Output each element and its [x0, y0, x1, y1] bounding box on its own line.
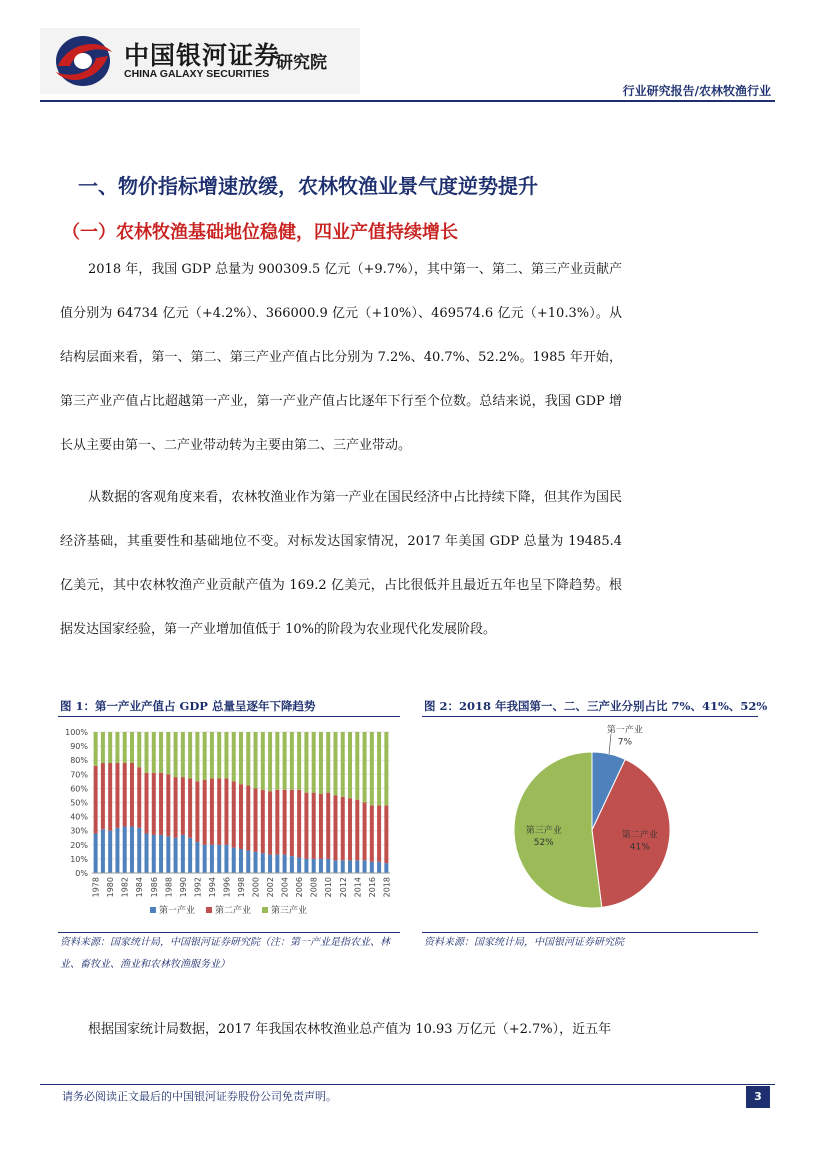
bar-segment [283, 732, 287, 790]
bar-segment [275, 855, 279, 873]
x-tick-label: 1984 [135, 877, 145, 898]
bar-segment [239, 849, 243, 873]
bar-segment [159, 835, 163, 873]
x-tick-label: 2008 [309, 877, 319, 898]
bar-segment [195, 781, 199, 842]
bar-segment [130, 826, 134, 873]
bar-segment [304, 859, 308, 873]
figure1-caption: 图 1：第一产业产值占 GDP 总量呈逐年下降趋势 [60, 699, 316, 713]
bar-segment [333, 860, 337, 873]
bar-segment [210, 779, 214, 845]
slice-value-label: 7% [617, 737, 633, 748]
y-tick-label: 20% [70, 840, 88, 850]
bar-segment [246, 850, 250, 873]
bar-segment [224, 732, 228, 779]
x-tick-label: 2004 [280, 877, 290, 898]
x-tick-label: 2002 [266, 877, 276, 898]
bar-segment [319, 859, 323, 873]
bar-segment [319, 794, 323, 859]
x-tick-label: 1994 [207, 877, 217, 898]
bar-segment [363, 732, 367, 803]
x-tick-label: 1992 [193, 877, 203, 898]
bar-segment [137, 828, 141, 873]
bar-segment [232, 781, 236, 847]
bar-segment [333, 795, 337, 860]
bar-segment [145, 834, 149, 873]
bar-segment [181, 777, 185, 835]
bar-segment [268, 791, 272, 854]
report-category: 行业研究报告/农林牧渔行业 [622, 84, 771, 98]
x-tick-label: 1986 [149, 877, 159, 898]
slice-name-label: 第三产业 [525, 826, 562, 837]
bar-segment [159, 732, 163, 773]
bar-segment [348, 860, 352, 873]
x-tick-label: 1988 [164, 877, 174, 898]
bar-segment [297, 857, 301, 873]
x-tick-label: 2018 [382, 877, 392, 898]
x-tick-label: 2014 [353, 877, 363, 898]
y-tick-label: 0% [75, 869, 88, 878]
page-number: 3 [746, 1086, 770, 1108]
bar-segment [377, 805, 381, 861]
y-tick-label: 90% [70, 742, 88, 752]
bar-segment [297, 790, 301, 858]
bar-segment [188, 732, 192, 779]
bar-segment [94, 834, 98, 873]
y-tick-label: 10% [70, 854, 88, 864]
stacked-bar-chart [58, 720, 400, 930]
bar-segment [341, 860, 345, 873]
bar-segment [159, 773, 163, 835]
bar-segment [348, 798, 352, 860]
bar-segment [333, 732, 337, 795]
bar-segment [283, 855, 287, 873]
bar-segment [312, 732, 316, 793]
y-tick-label: 40% [70, 812, 88, 822]
y-tick-label: 60% [70, 784, 88, 794]
bar-segment [174, 777, 178, 838]
bar-segment [239, 732, 243, 784]
disclaimer-note: 请务必阅读正文最后的中国银河证券股份公司免责声明。 [62, 1090, 337, 1103]
y-tick-label: 80% [70, 756, 88, 766]
x-tick-label: 2012 [338, 877, 348, 898]
figure1-top-rule [58, 716, 400, 717]
bar-segment [290, 732, 294, 790]
bar-segment [246, 732, 250, 786]
bar-segment [210, 845, 214, 873]
bar-segment [210, 732, 214, 779]
bar-segment [370, 805, 374, 861]
legend-label: 第一产业 [159, 906, 196, 916]
legend-swatch [206, 907, 212, 913]
bar-segment [101, 829, 105, 873]
bar-segment [94, 766, 98, 834]
x-tick-label: 1990 [178, 877, 188, 898]
slice-value-label: 41% [629, 842, 650, 853]
header-divider [40, 100, 775, 102]
x-tick-label: 1978 [91, 877, 101, 898]
bar-segment [232, 848, 236, 873]
bar-segment [152, 773, 156, 835]
bar-segment [145, 732, 149, 773]
x-tick-label: 2016 [367, 877, 377, 898]
figure2-source: 资料来源：国家统计局，中国银河证券研究院 [424, 937, 624, 948]
bar-segment [261, 853, 265, 873]
bar-segment [101, 763, 105, 829]
x-tick-label: 2006 [295, 877, 305, 898]
bar-segment [384, 732, 388, 805]
bar-segment [341, 732, 345, 797]
bar-segment [377, 862, 381, 873]
bar-segment [348, 732, 352, 798]
slice-value-label: 52% [533, 838, 554, 849]
bar-segment [290, 790, 294, 856]
paragraph-output-value: 根据国家统计局数据，2017 年我国农林牧渔业总产值为 10.93 万亿元（+2.7%），近五年 [88, 1022, 612, 1037]
logo-chinese-name: 中国银河证券 [124, 41, 281, 70]
bar-segment [355, 800, 359, 861]
bar-segment [108, 831, 112, 873]
figure1-source: 资料来源：国家统计局，中国银河证券研究院（注：第一产业是指农业、林业、畜牧业、渔业和农林牧渔服务业） [60, 937, 390, 970]
bar-segment [137, 767, 141, 828]
footer-divider [40, 1084, 775, 1085]
bar-segment [166, 774, 170, 836]
section-heading: 一、物价指标增速放缓，农林牧渔业景气度逆势提升 [78, 174, 538, 198]
bar-segment [363, 803, 367, 861]
logo-institute: 研究院 [276, 53, 327, 73]
bar-segment [326, 793, 330, 859]
bar-segment [304, 793, 308, 859]
bar-segment [246, 786, 250, 851]
slice-name-label: 第一产业 [606, 725, 643, 736]
x-tick-label: 1982 [120, 877, 130, 898]
legend-swatch [262, 907, 268, 913]
bar-segment [108, 732, 112, 763]
bar-segment [304, 732, 308, 793]
y-tick-label: 70% [70, 770, 88, 780]
bar-segment [203, 780, 207, 845]
label-leader-line [609, 734, 611, 754]
bar-segment [94, 732, 98, 766]
y-tick-label: 50% [70, 798, 88, 808]
bar-segment [297, 732, 301, 790]
bar-segment [268, 855, 272, 873]
figure2-caption: 图 2：2018 年我国第一、二、三产业分别占比 7%、41%、52% [424, 699, 768, 713]
bar-segment [123, 826, 127, 873]
bar-segment [130, 732, 134, 763]
legend-label: 第三产业 [271, 906, 308, 916]
y-tick-label: 100% [65, 728, 88, 737]
paragraph-gdp: 2018 年，我国 GDP 总量为 900309.5 亿元（+9.7%），其中第一、第二、第三产业贡献产值分别为 64734 亿元（+4.2%）、366000.9 亿元（+10%）、469574.6 亿元（+10.3%）。从结构层面来看，第一、第二、第三产业产值占比分别为 7.2%、40.7%、52.2%。1985 年开始，第三产业产值占比超越第一产业，第一产业产值占比逐年下行至个位数。总结来说，我国 GDP 增长从主要由第一、二产业带动转为主要由第二、三产业带动。 [60, 262, 622, 453]
bar-segment [101, 732, 105, 763]
bar-segment [232, 732, 236, 781]
bar-segment [268, 732, 272, 791]
x-tick-label: 1980 [106, 877, 116, 898]
bar-segment [137, 732, 141, 767]
bar-segment [261, 790, 265, 853]
bar-segment [145, 773, 149, 834]
bar-segment [203, 845, 207, 873]
bar-segment [217, 845, 221, 873]
x-tick-label: 1998 [237, 877, 246, 898]
bar-segment [217, 732, 221, 779]
bar-segment [312, 793, 316, 859]
bar-segment [384, 805, 388, 863]
y-tick-label: 30% [70, 826, 88, 836]
bar-segment [195, 732, 199, 781]
bar-segment [130, 763, 134, 826]
bar-segment [108, 763, 112, 831]
bar-segment [363, 860, 367, 873]
legend-swatch [150, 907, 156, 913]
bar-segment [166, 732, 170, 774]
bar-segment [275, 732, 279, 790]
slice-name-label: 第二产业 [621, 830, 658, 841]
bar-segment [370, 732, 374, 805]
bar-segment [370, 862, 374, 873]
bar-segment [152, 835, 156, 873]
bar-segment [326, 859, 330, 873]
x-tick-label: 1996 [222, 877, 232, 898]
bar-segment [115, 732, 119, 763]
bar-segment [384, 863, 388, 873]
bar-segment [123, 763, 127, 826]
legend-label: 第二产业 [215, 906, 252, 916]
bar-segment [290, 856, 294, 873]
bar-segment [195, 842, 199, 873]
paragraph-primary-industry: 从数据的客观角度来看，农林牧渔业作为第一产业在国民经济中占比持续下降，但其作为国民经济基础，其重要性和基础地位不变。对标发达国家情况，2017 年美国 GDP 总量为 19485.4 亿美元，其中农林牧渔产业贡献产值为 169.2 亿美元，占比很低并且最近五年也呈下降趋势。根据发达国家经验，第一产业增加值低于 10%的阶段为农业现代化发展阶段。 [60, 490, 622, 637]
bar-segment [188, 779, 192, 838]
x-tick-label: 2010 [324, 877, 334, 898]
bar-segment [254, 788, 258, 851]
pie-chart [422, 720, 758, 930]
bar-segment [341, 797, 345, 860]
bar-segment [123, 732, 127, 763]
bar-segment [275, 790, 279, 855]
bar-segment [188, 838, 192, 873]
bar-segment [174, 838, 178, 873]
bar-segment [203, 732, 207, 780]
bar-segment [239, 784, 243, 849]
bar-segment [224, 779, 228, 845]
subsection-heading: （一）农林牧渔基础地位稳健，四业产值持续增长 [62, 222, 458, 243]
bar-segment [115, 763, 119, 828]
bar-segment [181, 835, 185, 873]
bar-segment [217, 779, 221, 845]
bar-segment [355, 732, 359, 800]
bar-segment [166, 836, 170, 873]
bar-segment [181, 732, 185, 777]
bar-segment [355, 860, 359, 873]
bar-segment [319, 732, 323, 794]
company-logo [40, 28, 360, 94]
bar-segment [224, 845, 228, 873]
bar-segment [254, 732, 258, 788]
bar-segment [254, 852, 258, 873]
bar-segment [377, 732, 381, 805]
logo-english-name: CHINA GALAXY SECURITIES [124, 68, 270, 80]
bar-segment [152, 732, 156, 773]
bar-segment [261, 732, 265, 790]
bar-segment [283, 790, 287, 855]
bar-segment [326, 732, 330, 793]
bar-segment [174, 732, 178, 777]
bar-segment [115, 828, 119, 873]
figure2-top-rule [422, 716, 758, 717]
x-tick-label: 2000 [251, 877, 261, 898]
galaxy-logo-icon [50, 32, 120, 90]
bar-segment [312, 859, 316, 873]
